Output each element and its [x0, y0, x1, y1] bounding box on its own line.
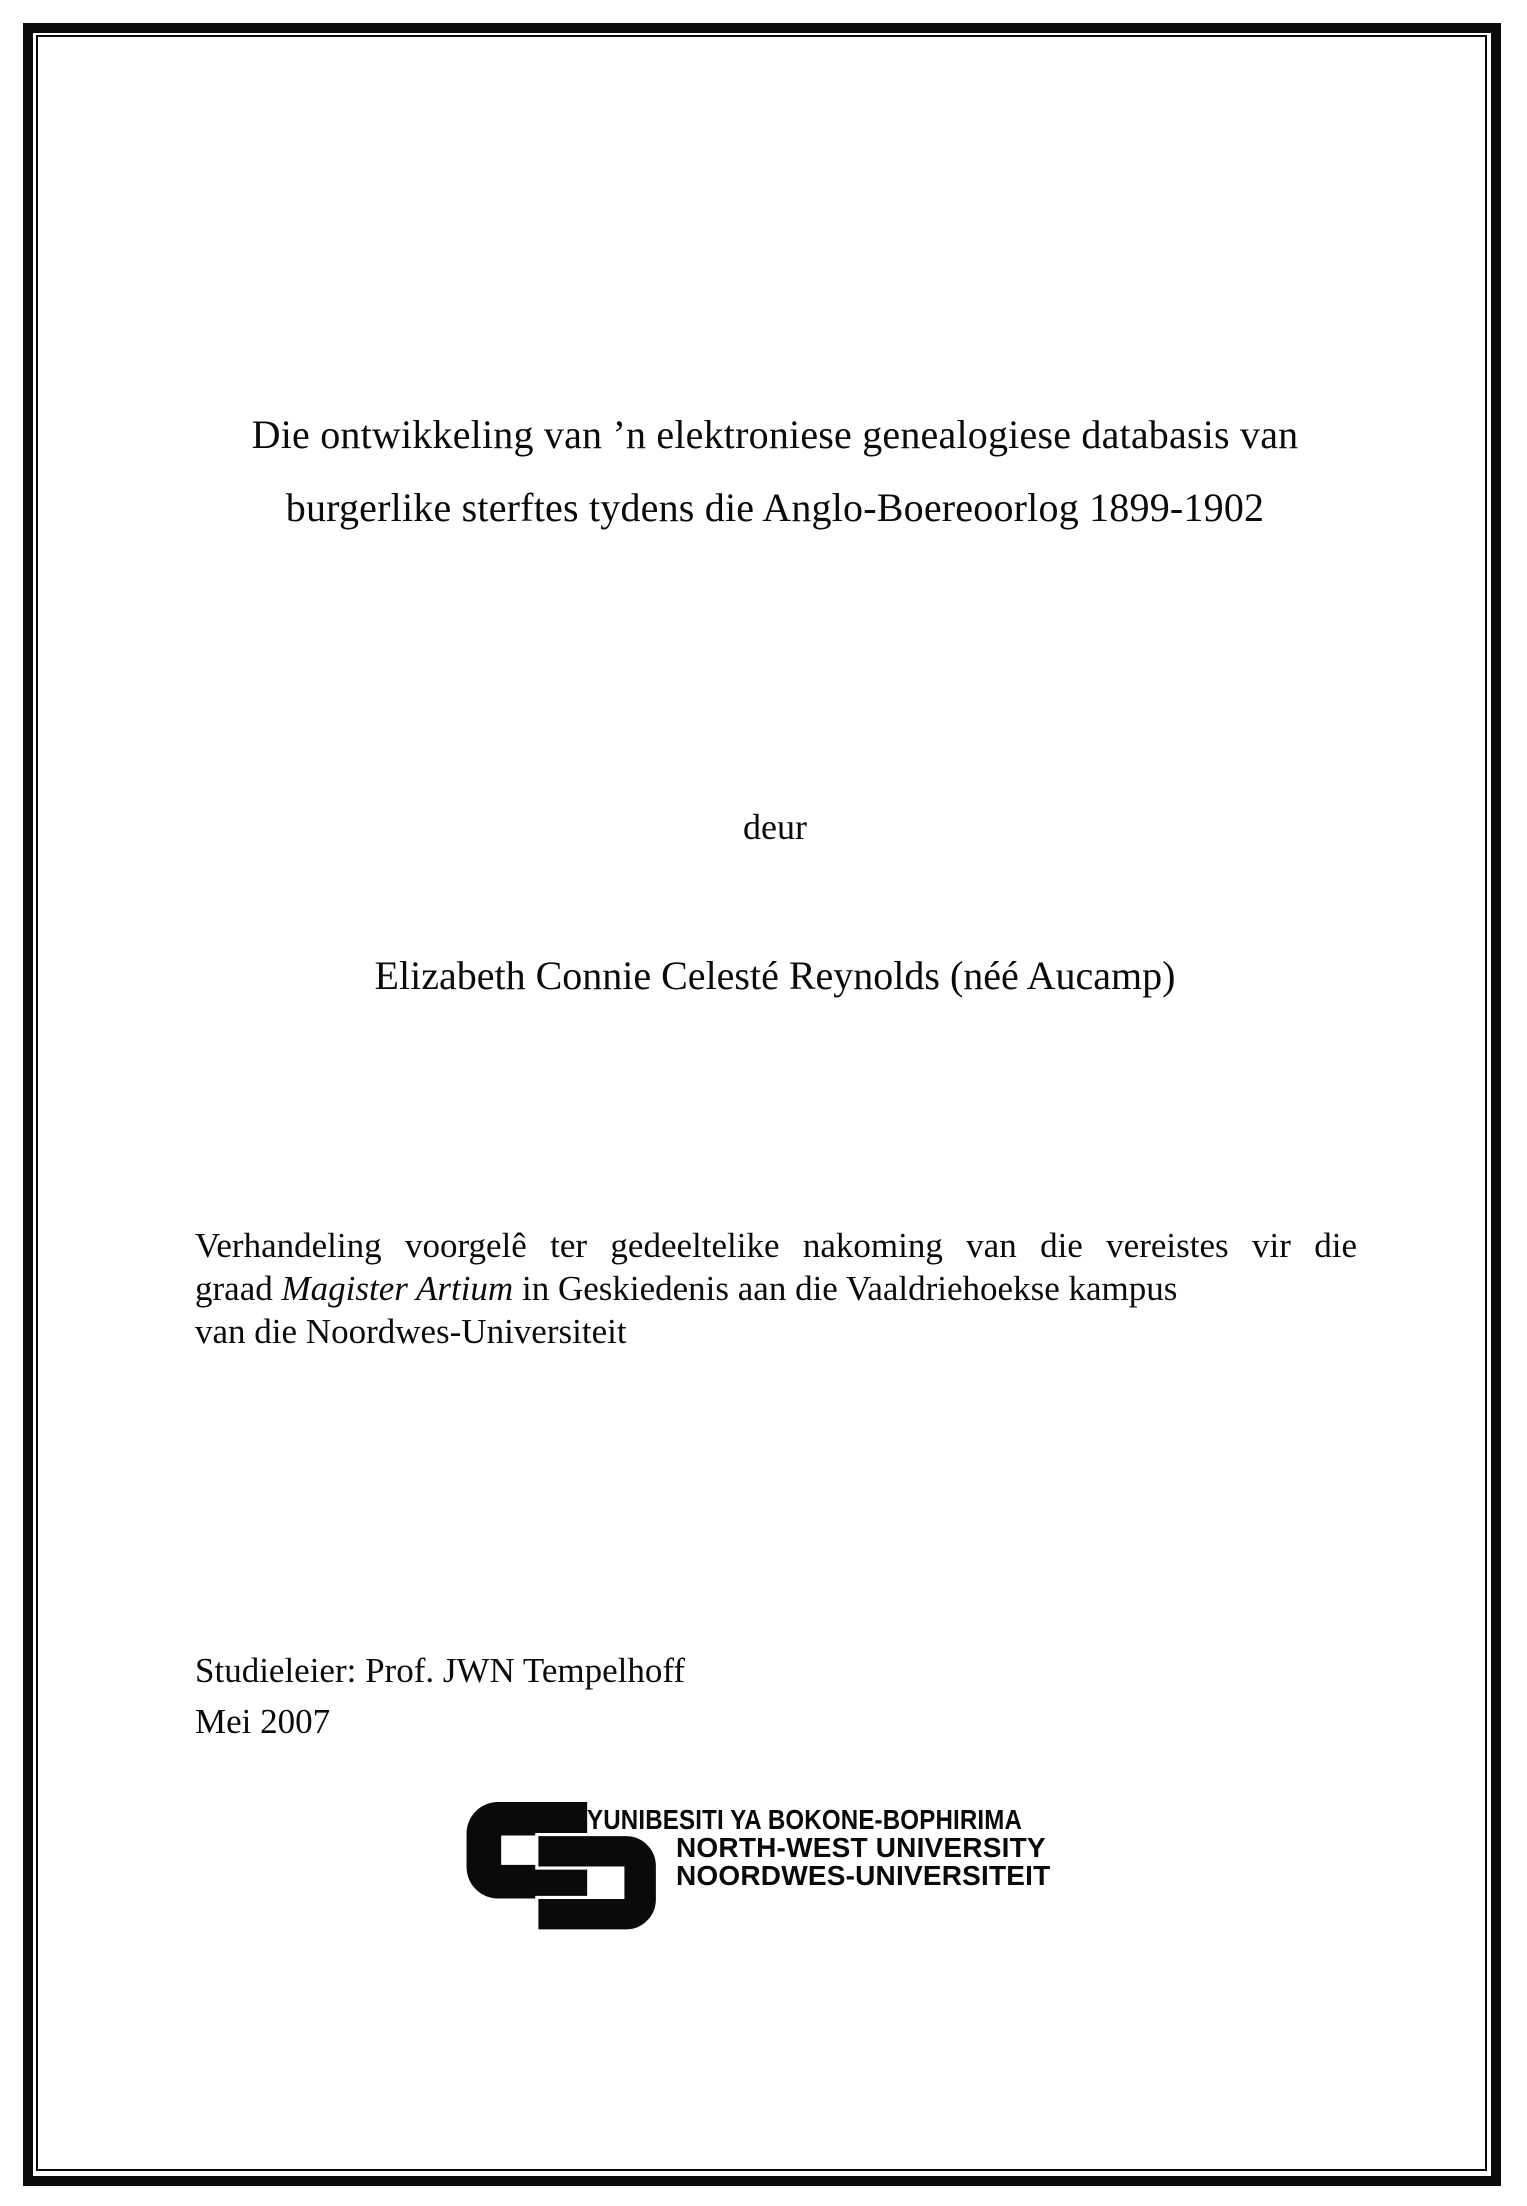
thesis-title: [195, 398, 1355, 544]
north-west-university-logo: [466, 1798, 1106, 1938]
statement-line-2-post: in Geskiedenis aan die Vaaldriehoekse kampus: [513, 1269, 1178, 1308]
byline-deur: deur: [743, 807, 807, 847]
logo-text-setswana: YUNIBESITI YA BOKONE-BOPHIRIMA: [587, 1804, 1023, 1835]
logo-text-english: NORTH-WEST UNIVERSITY: [676, 1832, 1046, 1863]
logo-text-afrikaans: NOORDWES-UNIVERSITEIT: [676, 1860, 1051, 1891]
statement-line-2: [195, 1267, 1357, 1310]
supervisor-line: Studieleier: Prof. JWN Tempelhoff: [195, 1651, 686, 1690]
thesis-title-line-2: burgerlike sterftes tydens die Anglo-Boereoorlog 1899-1902: [285, 485, 1265, 530]
statement-line-3: van die Noordwes-Universiteit: [195, 1312, 627, 1351]
author-name: Elizabeth Connie Celesté Reynolds (néé Aucamp): [374, 953, 1176, 998]
statement-line-1: Verhandeling voorgelê ter gedeeltelike nakoming van die vereistes vir die: [195, 1226, 1357, 1265]
thesis-title-line-1: Die ontwikkeling van ’n elektroniese genealogiese databasis van: [251, 412, 1299, 457]
degree-name-italic: Magister Artium: [281, 1269, 514, 1308]
supervisor-block: [195, 1645, 685, 1747]
statement-line-2-pre: graad: [195, 1269, 282, 1308]
date-line: Mei 2007: [195, 1702, 331, 1741]
submission-statement: [195, 1224, 1357, 1353]
